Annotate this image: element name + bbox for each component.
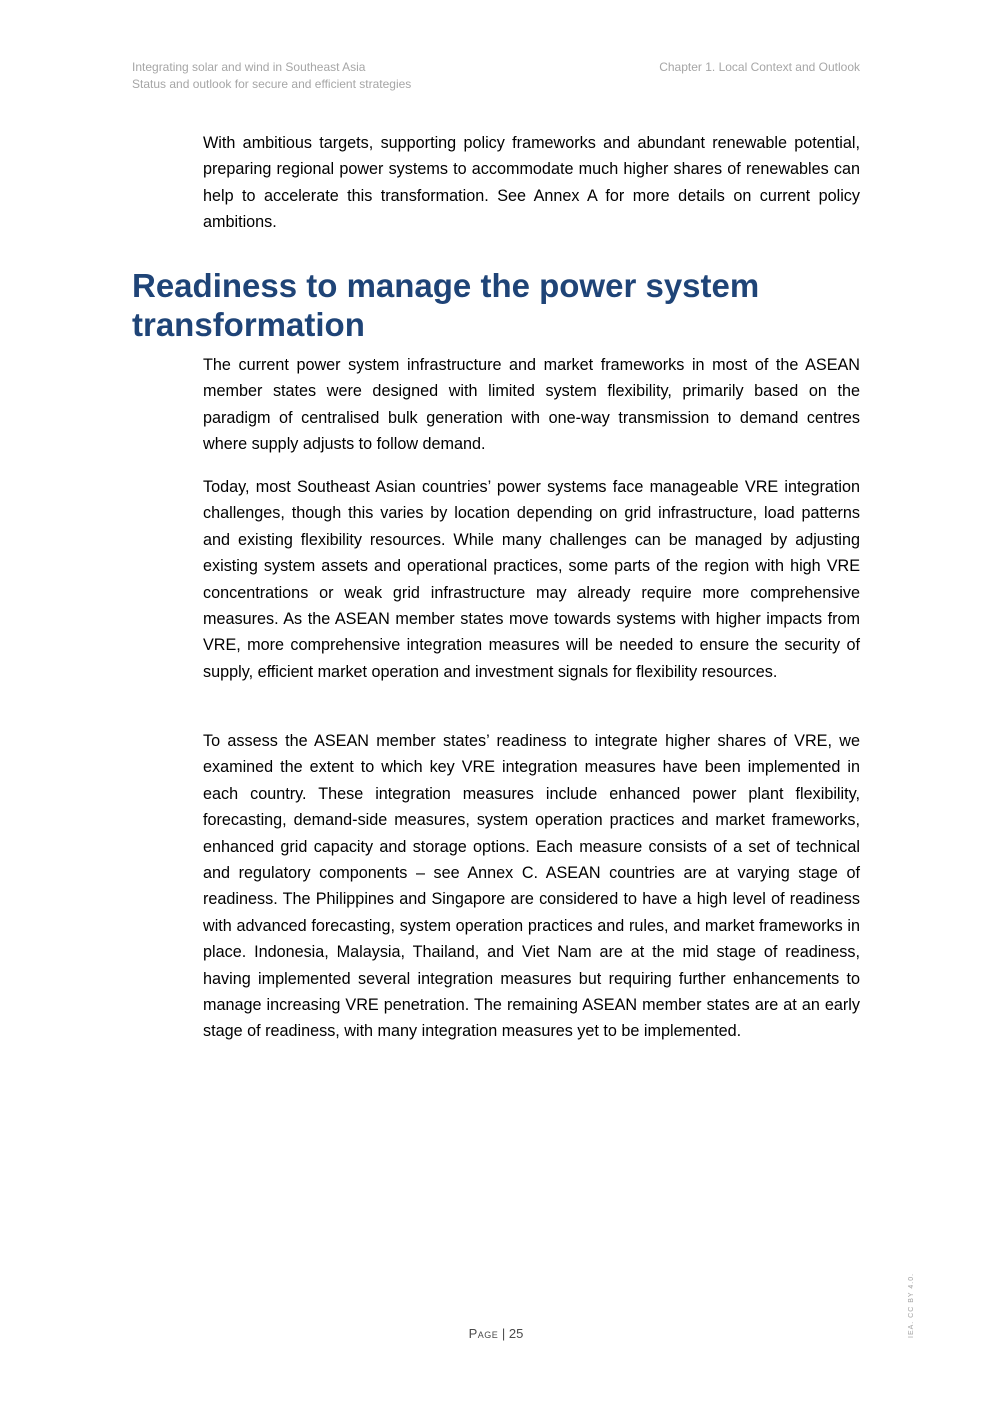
header-report-subtitle: Status and outlook for secure and efficient strategies	[132, 77, 412, 91]
intro-paragraph: With ambitious targets, supporting policy frameworks and abundant renewable potential, preparing regional power systems to accommodate much higher shares of renewables can help to accelerate this transformation. See Annex A for more details on current policy ambitions.	[203, 134, 860, 232]
header-report-title: Integrating solar and wind in Southeast Asia	[132, 60, 366, 74]
body-paragraph-1: The current power system infrastructure and market frameworks in most of the ASEAN member states were designed with limited system flexibility, primarily based on the paradigm of centralised bulk generation with one-way transmission to demand centres where supply adjusts to follow demand.	[203, 356, 860, 454]
section-heading: Readiness to manage the power system transformation	[132, 267, 760, 343]
page-separator: |	[498, 1326, 509, 1341]
page-number: 25	[508, 1326, 524, 1341]
page-footer	[0, 1326, 992, 1341]
body-paragraph-3: To assess the ASEAN member states’ readiness to integrate higher shares of VRE, we examined the extent to which key VRE integration measures have been implemented in each country. These integration measures include enhanced power plant flexibility, forecasting, demand-side measures, system operation practices and market frameworks, enhanced grid capacity and storage options. Each measure consists of a set of technical and regulatory components – see Annex C. ASEAN countries are at varying stage of readiness. The Philippines and Singapore are considered to have a high level of readiness with advanced forecasting, system operation practices and rules, and market frameworks in place. Indonesia, Malaysia, Thailand, and Viet Nam are at the mid stage of readiness, having implemented several integration measures but requiring further enhancements to manage increasing VRE penetration. The remaining ASEAN member states are at an early stage of readiness, with many integration measures yet to be implemented.	[203, 732, 860, 1041]
page-label: Page	[468, 1326, 499, 1341]
body-paragraph-2: Today, most Southeast Asian countries’ power systems face manageable VRE integration challenges, though this varies by location depending on grid infrastructure, load patterns and existing flexibility resources. While many challenges can be managed by adjusting existing system assets and operational practices, some parts of the region with high VRE concentrations or weak grid infrastructure may already require more comprehensive measures. As the ASEAN member states move towards systems with higher impacts from VRE, more comprehensive integration measures will be needed to ensure the security of supply, efficient market operation and investment signals for flexibility resources.	[203, 478, 860, 681]
header-chapter: Chapter 1. Local Context and Outlook	[659, 60, 860, 74]
license-notice: IEA. CC BY 4.0.	[908, 1272, 915, 1338]
header-report-title-block	[132, 59, 411, 93]
